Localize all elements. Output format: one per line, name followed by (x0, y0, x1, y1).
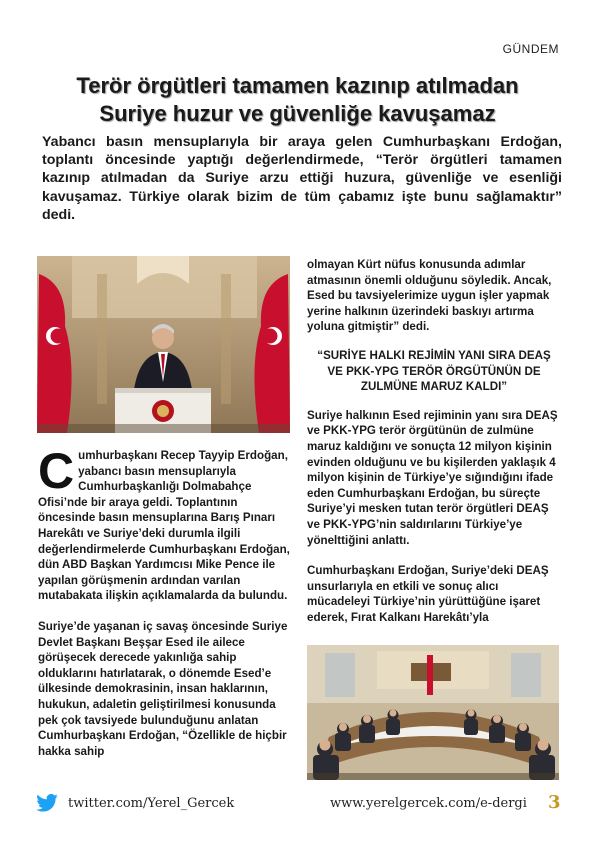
section-label: GÜNDEM (502, 42, 559, 56)
headline (30, 72, 565, 128)
intro-text: umhurbaşkanı Recep Tayyip Erdoğan, yabancı basın mensuplarıyla Cumhurbaşkanlığı Dolmabahçe Ofisi’nde bir araya geldi. Toplantının öncesinde basın mensuplarına Barış Pınarı Harekâtı ve Suriye’deki durumla ilgili değerlendirmelerde Cumhurbaşkanı Erdoğan, dün ABD Başkan Yardımcısı Mike Pence ile yapılan görüşmenin ardından varılan mutabakata ilişkin açıklamalarda da bulundu. (38, 449, 290, 603)
podium-photo (37, 256, 290, 433)
headline-line-1: Terör örgütleri tamamen kazınıp atılmadan (76, 73, 519, 98)
intro-paragraph (38, 443, 290, 604)
twitter-footer[interactable] (36, 794, 234, 812)
subheading: “SURİYE HALKI REJİMİN YANI SIRA DEAŞ VE PKK-YPG TERÖR ÖRGÜTÜNÜN DE ZULMÜNE MARUZ KALDI” (317, 348, 551, 394)
body-paragraph: Cumhurbaşkanı Erdoğan, Suriye’deki DEAŞ unsurlarıyla en etkili ve sonuç alıcı mücadeleyi Türkiye’nin yürüttüğüne işaret ederek, Fırat Kalkanı Harekâtı’yla (307, 564, 549, 624)
headline-line-2: Suriye huzur ve güvenliğe kavuşamaz (99, 101, 496, 126)
right-column (307, 257, 561, 625)
twitter-bird-icon (36, 794, 58, 812)
lead-paragraph: Yabancı basın mensuplarıyla bir araya gelen Cumhurbaşkanı Erdoğan, toplantı öncesinde yaptığı değerlendirmede, “Terör örgütleri tamamen kazınıp atılmadan da Suriye arzu ettiği huzura, güvenliğe ve esenliği kavuşamaz. Türkiye olarak bizim de tüm çabamız işte bunu sağlamaktır” dedi. (42, 134, 562, 223)
body-paragraph: olmayan Kürt nüfus konusunda adımlar atmasının önemli olduğunu söyledik. Ancak, Esed bu tavsiyelerimize uygun işler yapmak yerine halkının üzerindeki baskıyı artırma yoluna gitmiştir” dedi. (307, 258, 552, 334)
website-link[interactable]: www.yerelgercek.com/e-dergi (330, 796, 527, 811)
twitter-handle[interactable]: twitter.com/Yerel_Gercek (68, 795, 235, 811)
page-number: 3 (548, 792, 561, 813)
body-paragraph: Suriye halkının Esed rejiminin yanı sıra DEAŞ ve PKK-YPG terör örgütünün de zulmüne maruz kaldığını ve sonuçta 12 milyon kişinin evinden olduğunu ve bu kişilerden yaklaşık 4 milyon kişinin de Türkiye’ye sığındığını ifade eden Cumhurbaşkanı Erdoğan, bu süreçte Suriye’yi mesken tutan terör örgütleri DEAŞ ve PKK-YPG’nin saldırılarını Türkiye’ye yönelttiğini anlattı. (307, 408, 558, 547)
left-column (38, 443, 290, 759)
drop-cap: C (38, 443, 75, 499)
body-paragraph: Suriye’de yaşanan iç savaş öncesinde Suriye Devlet Başkanı Beşşar Esed ile ailece görüşecek derecede yakınlığa sahip olduklarını hatırlatarak, o dönemde Esed’e ülkesinde demokrasinin, insan haklarının, hukukun, adaletin geliştirilmesi konusunda pek çok tavsiyede bulunduğunu anlatan Cumhurbaşkanı Erdoğan, “Özellikle de hiçbir hakka sahip (38, 619, 288, 758)
meeting-photo (307, 645, 559, 780)
